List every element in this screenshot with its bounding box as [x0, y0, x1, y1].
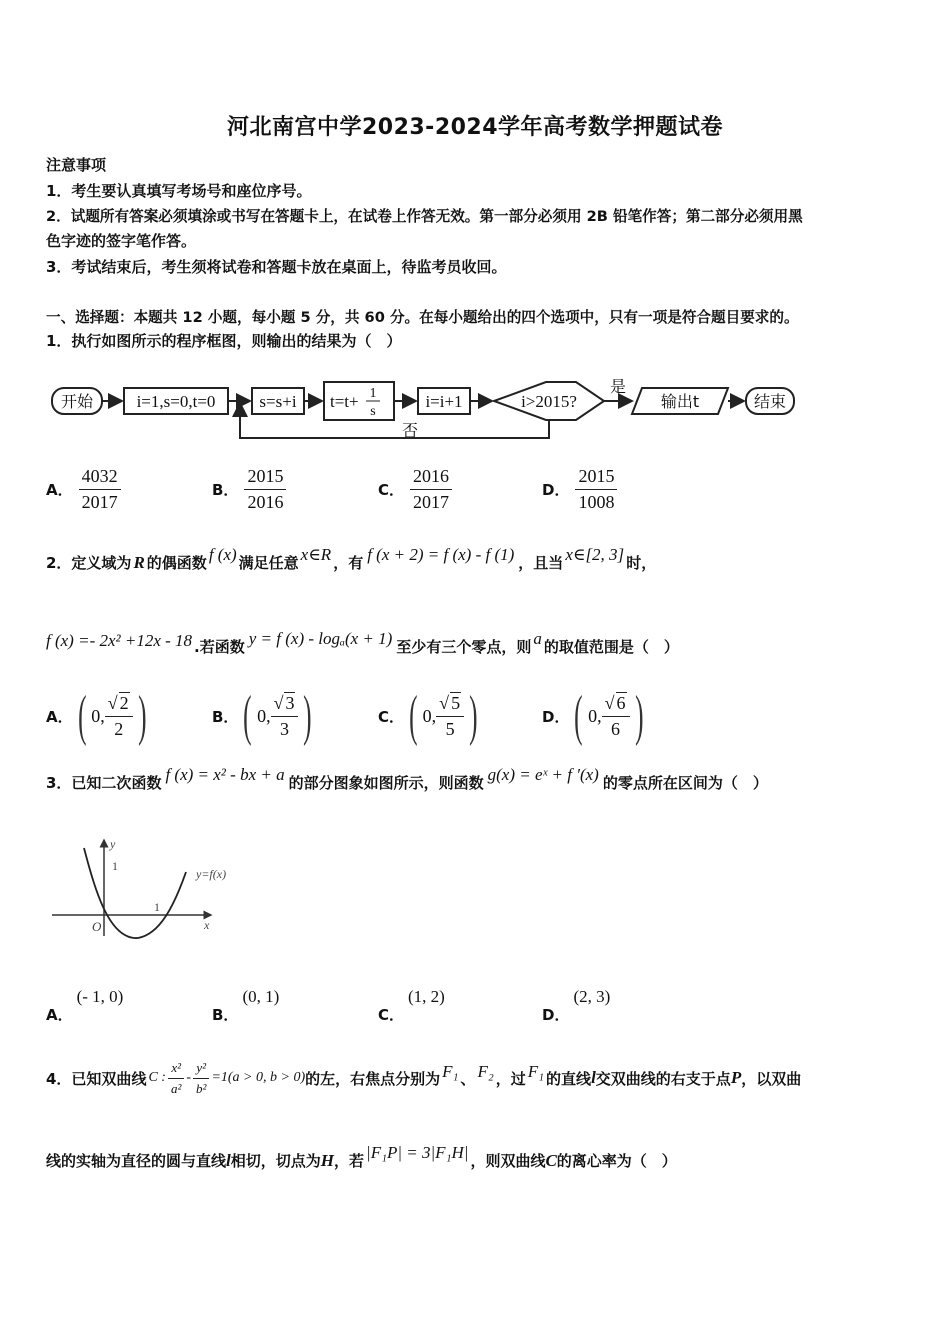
option-c[interactable] [378, 986, 445, 1024]
option-den: 2016 [247, 492, 284, 512]
option-den: 2017 [81, 492, 118, 512]
option-radicand: 3 [285, 693, 295, 713]
q2-text: ，且当 [518, 554, 564, 572]
option-label: B． [212, 1006, 239, 1024]
q2-text: 时， [626, 554, 657, 572]
q4-text: ，过 [495, 1069, 526, 1088]
origin-label: O [92, 919, 102, 934]
option-den: 5 [445, 719, 455, 739]
q2-text: ，有 [333, 554, 364, 572]
q4-text: ，若 [334, 1152, 365, 1170]
q4-math: y² [193, 1060, 209, 1079]
option-label: A． [46, 1006, 73, 1024]
flow-t-update-num: 1 [369, 386, 377, 401]
question-4-line-2 [46, 1142, 677, 1171]
flowchart [46, 372, 806, 444]
option-label: D． [542, 707, 570, 726]
option-label: D． [542, 481, 570, 499]
option-label: C． [378, 1006, 405, 1024]
q4-math: l [591, 1068, 596, 1087]
page-title: 河北南宫中学2023-2024学年高考数学押题试卷 [226, 115, 724, 140]
q4-text: ，则双曲线 [470, 1152, 546, 1170]
option-den: 3 [280, 719, 290, 739]
q2-text: 2．定义域为 [46, 554, 132, 572]
q3-math: f (x) = x² - bx + a [165, 764, 285, 784]
flow-no-label: 否 [401, 421, 419, 440]
option-radicand: 2 [119, 693, 129, 713]
option-zero: 0, [422, 705, 437, 726]
q4-text: 相切，切点为 [230, 1152, 321, 1170]
option-radicand: 5 [451, 693, 461, 713]
q4-math: H [320, 1150, 334, 1170]
quadratic-graph [46, 834, 246, 940]
option-label: C． [378, 481, 405, 499]
flow-i-update-text: i=i+1 [425, 392, 463, 411]
option-value: (2, 3) [573, 987, 611, 1006]
option-label: A． [46, 481, 73, 499]
question-3-stem [46, 764, 768, 793]
option-zero: 0, [91, 705, 105, 726]
q2-text: 的偶函数 [146, 554, 207, 572]
q2-text: 的取值范围是（ ） [543, 638, 679, 656]
option-d[interactable] [542, 466, 617, 513]
flow-yes-label: 是 [609, 377, 627, 396]
y-axis-label: y [110, 837, 116, 851]
q4-math: =1(a > 0, b > 0) [211, 1070, 306, 1085]
option-label: B． [212, 707, 239, 726]
flow-end-text: 结束 [753, 392, 787, 411]
q4-math: C : [148, 1070, 166, 1085]
q4-math: F₂ [477, 1062, 494, 1081]
q4-math: b² [196, 1080, 207, 1096]
q4-math: F₁ [442, 1062, 459, 1081]
option-zero: 0, [257, 705, 271, 726]
flow-condition-text: i>2015? [521, 392, 577, 411]
q4-text: 4．已知双曲线 [46, 1069, 147, 1088]
q4-math: C [545, 1150, 557, 1170]
notice-heading: 注意事项 [46, 156, 107, 174]
flow-t-update-prefix: t=t+ [330, 392, 359, 411]
question-1-stem: 1．执行如图所示的程序框图，则输出的结果为（ ） [46, 332, 402, 350]
option-label: C． [378, 707, 405, 726]
q4-math: P [730, 1068, 742, 1087]
option-label: D． [542, 1006, 570, 1024]
notice-item: 色字迹的签字笔作答。 [46, 232, 197, 250]
q4-text: 、 [460, 1069, 476, 1088]
x-axis-label: x [204, 918, 210, 932]
q2-text: 满足任意 [238, 554, 299, 572]
option-value: (- 1, 0) [76, 987, 124, 1006]
option-a[interactable] [46, 986, 124, 1024]
option-d[interactable]: D． ( 0, $\frac{√ 6}{6}$ ) [542, 685, 644, 747]
notice-item: 1．考生要认真填写考场号和座位序号。 [46, 182, 312, 200]
option-d[interactable] [542, 986, 611, 1024]
flow-start-text: 开始 [60, 392, 94, 411]
q2-text: .若函数 [194, 638, 245, 656]
option-b[interactable]: B． ( 0, $\frac{√ 3}{3}$ ) [212, 685, 313, 747]
q4-math: F₁ [527, 1062, 545, 1081]
q4-text: 的左，右焦点分别为 [305, 1069, 441, 1088]
curve-label: y=f(x) [196, 867, 227, 881]
q2-math: R [133, 552, 145, 572]
flow-s-update-text: s=s+i [259, 392, 297, 411]
option-num: 2016 [410, 466, 452, 490]
question-2-line-1 [46, 544, 657, 573]
option-den: 1008 [578, 492, 615, 512]
q4-text: 的直线 [546, 1069, 592, 1088]
option-zero: 0, [588, 705, 602, 726]
q2-math: f (x) =- 2x² +12x - 18 [46, 630, 193, 650]
q2-math: f (x) [208, 544, 237, 564]
option-radicand: 6 [616, 693, 626, 713]
question-2-line-2 [46, 628, 679, 657]
flow-init-text: i=1,s=0,t=0 [136, 392, 216, 411]
q2-text: 至少有三个零点，则 [396, 638, 532, 656]
q2-math: y = f (x) - logₐ(x + 1) [248, 628, 393, 648]
option-num: 2015 [575, 466, 617, 490]
q3-text: 的部分图象如图所示，则函数 [288, 774, 484, 792]
option-label: B． [212, 481, 239, 499]
option-c[interactable] [378, 466, 452, 513]
q4-text: 交双曲线的右支于点 [595, 1069, 731, 1088]
q3-text: 3．已知二次函数 [46, 774, 162, 792]
option-value: (0, 1) [242, 987, 280, 1006]
option-num: 4032 [79, 466, 121, 490]
notice-item: 2．试题所有答案必须填涂或书写在答题卡上，在试卷上作答无效。第一部分必须用 2B 铅笔作答；第二部分必须用黑 [46, 208, 803, 225]
flow-t-update-den: s [370, 404, 376, 419]
option-label: A． [46, 707, 73, 726]
q3-math: g(x) = eˣ + f ′(x) [487, 764, 599, 784]
flow-output-text: 输出t [660, 392, 700, 411]
q2-math: x∈R [300, 544, 332, 564]
option-b[interactable] [212, 986, 280, 1024]
q4-text: 线的实轴为直径的圆与直线 [46, 1152, 227, 1170]
q2-math: a [533, 628, 542, 648]
option-den: 2017 [413, 492, 450, 512]
option-value: (1, 2) [408, 987, 445, 1006]
q2-math: x∈[2, 3] [565, 544, 625, 564]
q4-math: x² [168, 1060, 184, 1079]
section-heading: 一、选择题：本题共 12 小题，每小题 5 分，共 60 分。在每小题给出的四个选项中，只有一项是符合题目要求的。 [46, 309, 799, 326]
option-b[interactable] [212, 466, 286, 513]
x-tick-one: 1 [154, 900, 160, 914]
y-tick-one: 1 [112, 859, 118, 873]
q4-text: ，以双曲 [741, 1069, 802, 1088]
q3-text: 的零点所在区间为（ ） [602, 774, 768, 792]
q4-text: 的离心率为（ ） [556, 1152, 677, 1170]
option-a[interactable]: A． ( 0, $\frac{√ 2}{2}$ ) [46, 685, 147, 747]
q4-math: |F₁P| = 3|F₁H| [366, 1142, 469, 1162]
q4-math: a² [170, 1080, 182, 1096]
option-den: 6 [611, 719, 621, 739]
option-a[interactable] [46, 466, 121, 513]
option-den: 2 [114, 719, 124, 739]
q2-math: f (x + 2) = f (x) - f (1) [367, 544, 515, 564]
option-num: 2015 [244, 466, 286, 490]
q4-math: l [226, 1150, 231, 1170]
question-4-line-1: 4．已知双曲线 C : $\frac{\text{x²}}{\text{a²}}$ - $\frac{\text{y²}}{\text{b²}}$ =1(a > 0, b > 0) 的左，右焦点分别为 F₁ 、 F₂ ，过 F₁ 的直线 l 交双曲线的右支于点 P ，以双曲 [46, 1059, 802, 1096]
option-c[interactable]: C． ( 0, $\frac{√ 5}{5}$ ) [378, 685, 478, 747]
notice-item: 3．考试结束后，考生须将试卷和答题卡放在桌面上，待监考员收回。 [46, 258, 507, 276]
